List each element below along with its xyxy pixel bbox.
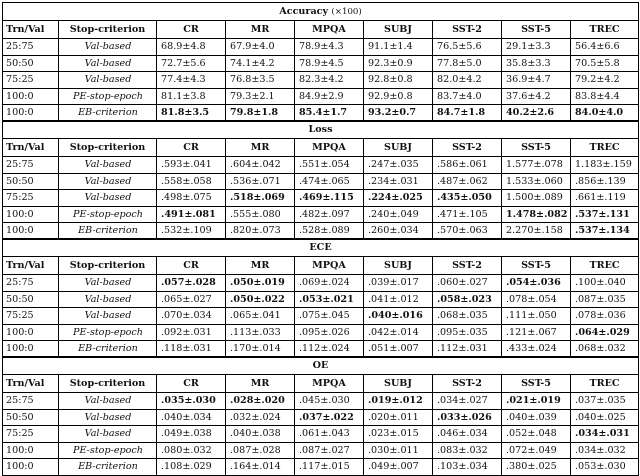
value-cell: .469±.115 xyxy=(295,190,364,207)
split-cell: 100:0 xyxy=(3,324,59,341)
value-cell: .113±.033 xyxy=(226,324,295,341)
section-title xyxy=(3,357,639,375)
value-cell: .083±.032 xyxy=(433,442,502,459)
split-cell: 100:0 xyxy=(3,88,59,105)
value-cell: 84.0±4.0 xyxy=(571,105,639,122)
value-cell: 1.500±.089 xyxy=(502,190,571,207)
column-header: Trn/Val xyxy=(3,375,59,393)
value-cell: .051±.007 xyxy=(364,341,433,358)
column-header: SST-5 xyxy=(502,21,571,39)
value-cell: .095±.035 xyxy=(433,324,502,341)
table-row xyxy=(3,190,639,207)
split-cell: 75:25 xyxy=(3,72,59,89)
value-cell: .112±.031 xyxy=(433,341,502,358)
split-cell: 100:0 xyxy=(3,459,59,476)
value-cell: .046±.034 xyxy=(433,426,502,443)
table-row xyxy=(3,341,639,358)
value-cell: .593±.041 xyxy=(157,157,226,174)
value-cell: .068±.035 xyxy=(433,308,502,325)
value-cell: .070±.034 xyxy=(157,308,226,325)
results-table-loss xyxy=(2,120,639,240)
column-header: CR xyxy=(157,257,226,275)
value-cell: .518±.069 xyxy=(226,190,295,207)
value-cell: .118±.031 xyxy=(157,341,226,358)
value-cell: .065±.027 xyxy=(157,291,226,308)
value-cell: 37.6±4.2 xyxy=(502,88,571,105)
table-row xyxy=(3,324,639,341)
value-cell: .498±.075 xyxy=(157,190,226,207)
criterion-cell: Val-based xyxy=(59,308,157,325)
value-cell: 91.1±1.4 xyxy=(364,39,433,56)
value-cell: .164±.014 xyxy=(226,459,295,476)
value-cell: .087±.028 xyxy=(226,442,295,459)
column-header: TREC xyxy=(571,21,639,39)
value-cell: 84.9±2.9 xyxy=(295,88,364,105)
value-cell: .035±.030 xyxy=(157,393,226,410)
value-cell: .030±.011 xyxy=(364,442,433,459)
value-cell: .045±.030 xyxy=(295,393,364,410)
value-cell: .078±.036 xyxy=(571,308,639,325)
value-cell: .487±.062 xyxy=(433,173,502,190)
value-cell: .103±.034 xyxy=(433,459,502,476)
value-cell: .069±.024 xyxy=(295,275,364,292)
table-row xyxy=(3,157,639,174)
column-header: SST-2 xyxy=(433,21,502,39)
criterion-cell: PE-stop-epoch xyxy=(59,88,157,105)
criterion-cell: Val-based xyxy=(59,409,157,426)
column-header: MR xyxy=(226,21,295,39)
value-cell: .065±.041 xyxy=(226,308,295,325)
value-cell: .586±.061 xyxy=(433,157,502,174)
value-cell: 81.8±3.5 xyxy=(157,105,226,122)
value-cell: .020±.011 xyxy=(364,409,433,426)
value-cell: .111±.050 xyxy=(502,308,571,325)
section-title-text: Accuracy xyxy=(279,5,329,17)
table-row xyxy=(3,55,639,72)
value-cell: .049±.038 xyxy=(157,426,226,443)
section-title-row xyxy=(3,239,639,257)
column-header: Trn/Val xyxy=(3,257,59,275)
value-cell: 77.8±5.0 xyxy=(433,55,502,72)
value-cell: 92.9±0.8 xyxy=(364,88,433,105)
value-cell: 1.478±.082 xyxy=(502,206,571,223)
value-cell: 82.0±4.2 xyxy=(433,72,502,89)
value-cell: 83.7±4.0 xyxy=(433,88,502,105)
split-cell: 100:0 xyxy=(3,341,59,358)
value-cell: .058±.023 xyxy=(433,291,502,308)
table-row xyxy=(3,442,639,459)
value-cell: 68.9±4.8 xyxy=(157,39,226,56)
criterion-cell: Val-based xyxy=(59,173,157,190)
value-cell: .087±.035 xyxy=(571,291,639,308)
value-cell: .037±.022 xyxy=(295,409,364,426)
value-cell: .037±.035 xyxy=(571,393,639,410)
column-header: MPQA xyxy=(295,257,364,275)
column-header: SST-5 xyxy=(502,375,571,393)
table-row xyxy=(3,88,639,105)
value-cell: 36.9±4.7 xyxy=(502,72,571,89)
column-header: MPQA xyxy=(295,21,364,39)
criterion-cell: EB-criterion xyxy=(59,341,157,358)
column-header: MR xyxy=(226,375,295,393)
column-header: Trn/Val xyxy=(3,21,59,39)
split-cell: 100:0 xyxy=(3,206,59,223)
criterion-cell: Val-based xyxy=(59,190,157,207)
criterion-cell: EB-criterion xyxy=(59,105,157,122)
criterion-cell: Val-based xyxy=(59,157,157,174)
value-cell: .054±.036 xyxy=(502,275,571,292)
value-cell: .536±.071 xyxy=(226,173,295,190)
table-row xyxy=(3,206,639,223)
value-cell: 2.270±.158 xyxy=(502,223,571,240)
value-cell: .053±.021 xyxy=(295,291,364,308)
column-header: Stop-criterion xyxy=(59,139,157,157)
value-cell: .247±.035 xyxy=(364,157,433,174)
value-cell: .049±.007 xyxy=(364,459,433,476)
value-cell: .041±.012 xyxy=(364,291,433,308)
column-header: CR xyxy=(157,21,226,39)
split-cell: 75:25 xyxy=(3,190,59,207)
column-header: Trn/Val xyxy=(3,139,59,157)
criterion-cell: Val-based xyxy=(59,55,157,72)
value-cell: .072±.049 xyxy=(502,442,571,459)
value-cell: 77.4±4.3 xyxy=(157,72,226,89)
value-cell: .057±.028 xyxy=(157,275,226,292)
column-header: SUBJ xyxy=(364,139,433,157)
criterion-cell: PE-stop-epoch xyxy=(59,206,157,223)
value-cell: .040±.038 xyxy=(226,426,295,443)
value-cell: 40.2±2.6 xyxy=(502,105,571,122)
header-row xyxy=(3,21,639,39)
value-cell: .108±.029 xyxy=(157,459,226,476)
value-cell: .040±.039 xyxy=(502,409,571,426)
value-cell: .050±.022 xyxy=(226,291,295,308)
value-cell: 82.3±4.2 xyxy=(295,72,364,89)
split-cell: 25:75 xyxy=(3,157,59,174)
value-cell: 78.9±4.3 xyxy=(295,39,364,56)
value-cell: .570±.063 xyxy=(433,223,502,240)
split-cell: 25:75 xyxy=(3,39,59,56)
value-cell: .558±.058 xyxy=(157,173,226,190)
value-cell: 92.8±0.8 xyxy=(364,72,433,89)
split-cell: 50:50 xyxy=(3,55,59,72)
value-cell: .555±.080 xyxy=(226,206,295,223)
value-cell: .023±.015 xyxy=(364,426,433,443)
table-row xyxy=(3,105,639,122)
column-header: CR xyxy=(157,375,226,393)
column-header: SST-2 xyxy=(433,139,502,157)
split-cell: 75:25 xyxy=(3,308,59,325)
value-cell: .260±.034 xyxy=(364,223,433,240)
criterion-cell: EB-criterion xyxy=(59,459,157,476)
section-title-row xyxy=(3,3,639,21)
value-cell: .435±.050 xyxy=(433,190,502,207)
split-cell: 50:50 xyxy=(3,409,59,426)
value-cell: .092±.031 xyxy=(157,324,226,341)
column-header: MPQA xyxy=(295,375,364,393)
value-cell: .537±.134 xyxy=(571,223,639,240)
split-cell: 75:25 xyxy=(3,426,59,443)
value-cell: .240±.049 xyxy=(364,206,433,223)
value-cell: 67.9±4.0 xyxy=(226,39,295,56)
column-header: SUBJ xyxy=(364,257,433,275)
table-row xyxy=(3,393,639,410)
value-cell: 81.1±3.8 xyxy=(157,88,226,105)
column-header: TREC xyxy=(571,139,639,157)
section-title-text: Loss xyxy=(308,124,333,135)
column-header: MR xyxy=(226,257,295,275)
value-cell: .052±.048 xyxy=(502,426,571,443)
results-table-ece xyxy=(2,238,639,358)
value-cell: .040±.016 xyxy=(364,308,433,325)
value-cell: .551±.054 xyxy=(295,157,364,174)
value-cell: .121±.067 xyxy=(502,324,571,341)
value-cell: .170±.014 xyxy=(226,341,295,358)
value-cell: .471±.105 xyxy=(433,206,502,223)
value-cell: .033±.026 xyxy=(433,409,502,426)
split-cell: 100:0 xyxy=(3,223,59,240)
column-header: SST-2 xyxy=(433,257,502,275)
value-cell: 79.3±2.1 xyxy=(226,88,295,105)
value-cell: .532±.109 xyxy=(157,223,226,240)
table-row xyxy=(3,275,639,292)
value-cell: 35.8±3.3 xyxy=(502,55,571,72)
value-cell: 76.5±5.6 xyxy=(433,39,502,56)
section-title xyxy=(3,121,639,139)
value-cell: .075±.045 xyxy=(295,308,364,325)
criterion-cell: Val-based xyxy=(59,275,157,292)
value-cell: .021±.019 xyxy=(502,393,571,410)
column-header: TREC xyxy=(571,375,639,393)
value-cell: .234±.031 xyxy=(364,173,433,190)
value-cell: .040±.034 xyxy=(157,409,226,426)
value-cell: .537±.131 xyxy=(571,206,639,223)
value-cell: .042±.014 xyxy=(364,324,433,341)
criterion-cell: Val-based xyxy=(59,72,157,89)
table-row xyxy=(3,291,639,308)
value-cell: 79.8±1.8 xyxy=(226,105,295,122)
value-cell: .117±.015 xyxy=(295,459,364,476)
section-title xyxy=(3,239,639,257)
value-cell: .050±.019 xyxy=(226,275,295,292)
value-cell: .068±.032 xyxy=(571,341,639,358)
column-header: SST-2 xyxy=(433,375,502,393)
table-row xyxy=(3,173,639,190)
value-cell: 70.5±5.8 xyxy=(571,55,639,72)
column-header: SST-5 xyxy=(502,139,571,157)
value-cell: .078±.054 xyxy=(502,291,571,308)
value-cell: .019±.012 xyxy=(364,393,433,410)
value-cell: 78.9±4.5 xyxy=(295,55,364,72)
section-title-text: ECE xyxy=(309,242,332,253)
value-cell: .380±.025 xyxy=(502,459,571,476)
criterion-cell: Val-based xyxy=(59,393,157,410)
value-cell: 1.183±.159 xyxy=(571,157,639,174)
value-cell: 72.7±5.6 xyxy=(157,55,226,72)
table-row xyxy=(3,426,639,443)
section-title xyxy=(3,3,639,21)
criterion-cell: Val-based xyxy=(59,39,157,56)
table-row xyxy=(3,39,639,56)
value-cell: .474±.065 xyxy=(295,173,364,190)
value-cell: 1.577±.078 xyxy=(502,157,571,174)
value-cell: 85.4±1.7 xyxy=(295,105,364,122)
split-cell: 50:50 xyxy=(3,173,59,190)
value-cell: .028±.020 xyxy=(226,393,295,410)
column-header: SUBJ xyxy=(364,375,433,393)
column-header: TREC xyxy=(571,257,639,275)
results-table-oe xyxy=(2,356,639,476)
value-cell: 74.1±4.2 xyxy=(226,55,295,72)
split-cell: 50:50 xyxy=(3,291,59,308)
value-cell: .061±.043 xyxy=(295,426,364,443)
value-cell: .604±.042 xyxy=(226,157,295,174)
value-cell: .112±.024 xyxy=(295,341,364,358)
value-cell: .034±.032 xyxy=(571,442,639,459)
value-cell: .433±.024 xyxy=(502,341,571,358)
value-cell: 76.8±3.5 xyxy=(226,72,295,89)
column-header: MPQA xyxy=(295,139,364,157)
value-cell: 83.8±4.4 xyxy=(571,88,639,105)
value-cell: 56.4±6.6 xyxy=(571,39,639,56)
value-cell: .528±.089 xyxy=(295,223,364,240)
split-cell: 100:0 xyxy=(3,442,59,459)
criterion-cell: EB-criterion xyxy=(59,223,157,240)
value-cell: .856±.139 xyxy=(571,173,639,190)
split-cell: 100:0 xyxy=(3,105,59,122)
value-cell: 84.7±1.8 xyxy=(433,105,502,122)
value-cell: .060±.027 xyxy=(433,275,502,292)
value-cell: 29.1±3.3 xyxy=(502,39,571,56)
section-title-text: OE xyxy=(312,360,329,371)
value-cell: .224±.025 xyxy=(364,190,433,207)
value-cell: .482±.097 xyxy=(295,206,364,223)
value-cell: .053±.030 xyxy=(571,459,639,476)
value-cell: .032±.024 xyxy=(226,409,295,426)
value-cell: .820±.073 xyxy=(226,223,295,240)
header-row xyxy=(3,257,639,275)
value-cell: .095±.026 xyxy=(295,324,364,341)
section-title-suffix: (×100) xyxy=(331,6,362,17)
criterion-cell: Val-based xyxy=(59,426,157,443)
split-cell: 25:75 xyxy=(3,393,59,410)
value-cell: .034±.031 xyxy=(571,426,639,443)
table-row xyxy=(3,308,639,325)
criterion-cell: PE-stop-epoch xyxy=(59,324,157,341)
value-cell: .034±.027 xyxy=(433,393,502,410)
column-header: SST-5 xyxy=(502,257,571,275)
value-cell: 92.3±0.9 xyxy=(364,55,433,72)
section-title-row xyxy=(3,121,639,139)
value-cell: 79.2±4.2 xyxy=(571,72,639,89)
value-cell: .080±.032 xyxy=(157,442,226,459)
table-row xyxy=(3,223,639,240)
value-cell: .661±.119 xyxy=(571,190,639,207)
split-cell: 25:75 xyxy=(3,275,59,292)
value-cell: .087±.027 xyxy=(295,442,364,459)
value-cell: .064±.029 xyxy=(571,324,639,341)
criterion-cell: Val-based xyxy=(59,291,157,308)
value-cell: 93.2±0.7 xyxy=(364,105,433,122)
value-cell: .491±.081 xyxy=(157,206,226,223)
value-cell: .040±.025 xyxy=(571,409,639,426)
value-cell: .100±.040 xyxy=(571,275,639,292)
column-header: MR xyxy=(226,139,295,157)
results-table-accuracy xyxy=(2,2,639,122)
column-header: Stop-criterion xyxy=(59,21,157,39)
criterion-cell: PE-stop-epoch xyxy=(59,442,157,459)
column-header: SUBJ xyxy=(364,21,433,39)
column-header: CR xyxy=(157,139,226,157)
table-row xyxy=(3,409,639,426)
table-row xyxy=(3,72,639,89)
section-title-row xyxy=(3,357,639,375)
header-row xyxy=(3,375,639,393)
value-cell: 1.533±.060 xyxy=(502,173,571,190)
header-row xyxy=(3,139,639,157)
column-header: Stop-criterion xyxy=(59,257,157,275)
value-cell: .039±.017 xyxy=(364,275,433,292)
column-header: Stop-criterion xyxy=(59,375,157,393)
